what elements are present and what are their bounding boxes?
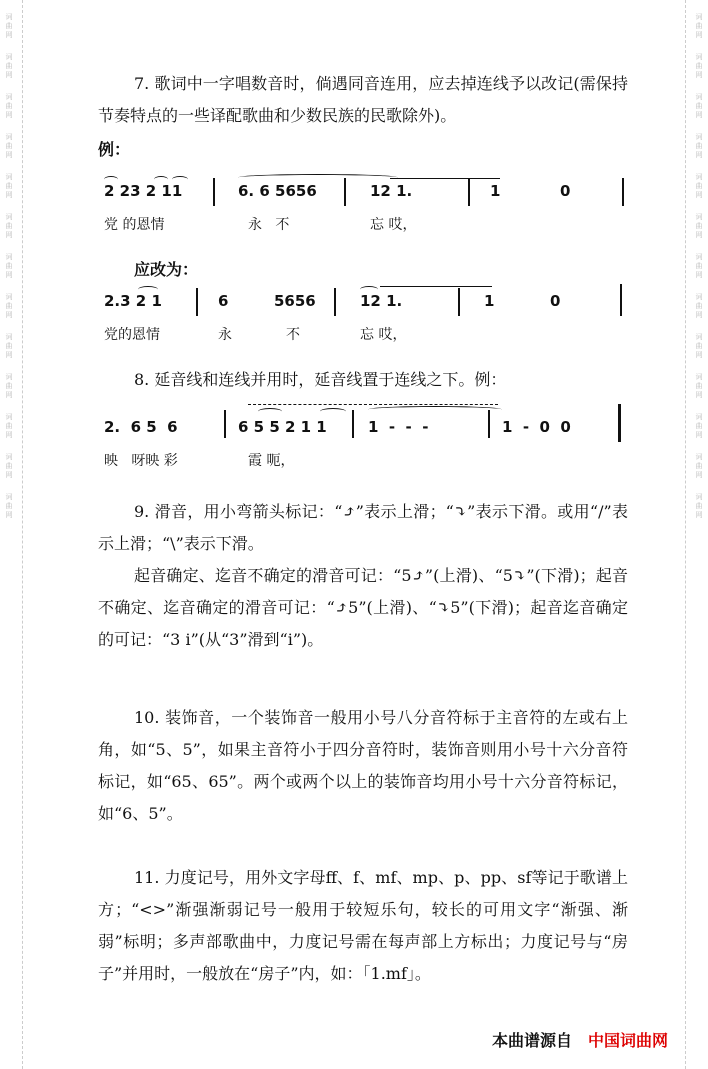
watermark-glyph: 网 [5,511,13,519]
watermark-glyphs [6,40,13,80]
watermark-glyph: 曲 [695,62,703,70]
watermark-glyph: 网 [695,71,703,79]
watermark-glyph: 曲 [695,342,703,350]
watermark-glyph: 曲 [5,222,13,230]
watermark-glyph: 曲 [5,462,13,470]
watermark-glyph: 网 [5,31,13,39]
barline [213,178,215,206]
watermark-glyph: 曲 [5,182,13,190]
music-example-1 [98,172,638,242]
slur [320,408,346,415]
slur [172,176,188,183]
watermark-glyph: 曲 [695,222,703,230]
slur [368,406,502,413]
ex3-notes-1: 2. 6 5 6 [104,418,178,436]
watermark-glyph: 网 [695,31,703,39]
footer-source: 本曲谱源自 [491,1031,572,1050]
end-barline [618,404,621,442]
watermark-glyph: 网 [5,431,13,439]
watermark-glyph: 词 [695,53,703,61]
watermark-glyph: 曲 [5,22,13,30]
watermark-glyph: 网 [5,311,13,319]
section-10-text: 10. 装饰音，一个装饰音一般用小号八分音符标于主音符的左或右上角，如“5、5”，如果主音符小于四分音符时，装饰音则用小号十六分音符标记，如“65、65”。两个或两个以上的装饰音均用小号十六分音符标记，如“6、5”。 [98,708,628,823]
ex3-lyrics-1: 映 呀映 彩 [104,453,178,469]
footer-brand[interactable]: 中国词曲网 [587,1031,668,1050]
watermark-glyph: 词 [695,253,703,261]
watermark-glyphs [696,480,703,520]
ex2-lyrics-1: 党的恩情 [104,327,160,343]
watermark-glyph: 词 [5,173,13,181]
watermark-glyphs [696,280,703,320]
watermark-glyph: 网 [5,191,13,199]
watermark-glyph: 网 [695,471,703,479]
ex2-notes-1: 2.3 2 1 [104,292,162,310]
watermark-glyph: 网 [5,151,13,159]
ex1-lyrics-1: 党 的恩情 [104,217,165,233]
watermark-glyph: 曲 [695,422,703,430]
barline [334,288,336,316]
music-example-2 [98,284,638,354]
slur [238,174,398,181]
barline [458,288,460,316]
watermark-glyph: 网 [695,311,703,319]
ex2-notes-3: 5656 [274,292,316,310]
watermark-glyphs [6,80,13,120]
watermark-glyph: 词 [5,253,13,261]
watermark-glyph: 曲 [5,302,13,310]
watermark-glyph: 曲 [695,262,703,270]
watermark-glyph: 网 [695,271,703,279]
watermark-glyphs [6,120,13,160]
watermark-glyph: 曲 [5,62,13,70]
ex2-notes-5: 1 [484,292,495,310]
right-watermark [692,0,706,1069]
watermark-glyphs [6,280,13,320]
watermark-glyphs [696,360,703,400]
watermark-glyphs [6,0,13,40]
ex1-lyrics-3: 忘 哎， [370,217,417,233]
watermark-glyph: 网 [695,191,703,199]
watermark-glyphs [696,320,703,360]
ex3-notes-3: 1 - - - [368,418,429,436]
right-margin-line [685,0,686,1069]
watermark-glyph: 曲 [695,382,703,390]
watermark-glyph: 曲 [695,182,703,190]
left-margin-line [22,0,23,1069]
watermark-glyph: 曲 [695,462,703,470]
watermark-glyphs [6,160,13,200]
section-9-text: 9. 滑音，用小弯箭头标记：“⤴”表示上滑；“⤵”表示下滑。或用“/”表示上滑；“\”表示下滑。 [98,502,628,553]
watermark-glyph: 词 [5,93,13,101]
watermark-glyph: 曲 [5,102,13,110]
ex2-notes-2: 6 [218,292,229,310]
end-barline [620,284,622,316]
section-11-text: 11. 力度记号，用外文字母ff、f、mf、mp、p、pp、sf等记于歌谱上方；“<>”渐强渐弱记号一般用于较短乐句，较长的可用文字“渐强、渐弱”标明；多声部歌曲中，力度记号需在每声部上方标出；力度记号与“房子”并用时，一般放在“房子”内，如：「1.mf」。 [98,868,628,983]
watermark-glyph: 网 [695,151,703,159]
watermark-glyph: 网 [5,231,13,239]
watermark-glyph: 词 [5,13,13,21]
music-example-3 [98,402,638,472]
ex2-notes-4: 12 1. [360,292,403,310]
watermark-glyph: 词 [5,453,13,461]
watermark-glyph: 曲 [5,142,13,150]
watermark-glyph: 网 [5,271,13,279]
watermark-glyph: 曲 [695,142,703,150]
watermark-glyph: 曲 [695,302,703,310]
end-barline [622,178,624,206]
watermark-glyphs [696,120,703,160]
watermark-glyph: 词 [5,413,13,421]
slur [104,176,118,183]
watermark-glyph: 网 [5,391,13,399]
ex1-notes-3: 12 1. [370,182,413,200]
watermark-glyph: 词 [5,373,13,381]
watermark-glyphs [6,200,13,240]
watermark-glyph: 曲 [5,262,13,270]
watermark-glyph: 词 [695,93,703,101]
watermark-glyph: 词 [5,133,13,141]
watermark-glyphs [696,40,703,80]
watermark-glyph: 词 [695,213,703,221]
watermark-glyph: 词 [695,173,703,181]
watermark-glyph: 网 [5,111,13,119]
watermark-glyphs [696,80,703,120]
watermark-glyph: 词 [5,493,13,501]
section-9-detail: 起音确定、迄音不确定的滑音可记：“5⤴”(上滑)、“5⤵”(下滑)；起音不确定、迄音确定的滑音可记：“⤴5”(上滑)、“⤵5”(下滑)；起音迄音确定的可记：“3 i”(从“3”滑到“i”)。 [98,566,628,649]
ex1-lyrics-2: 永 不 [248,217,290,233]
watermark-glyph: 词 [695,453,703,461]
ex3-lyrics-2: 霞 呃， [248,453,295,469]
ex2-lyrics-3: 不 [286,327,300,343]
barline [196,288,198,316]
watermark-glyph: 网 [5,351,13,359]
watermark-glyph: 曲 [695,22,703,30]
watermark-glyphs [696,240,703,280]
watermark-glyphs [696,400,703,440]
ex1-notes-4: 1 [490,182,501,200]
slur [138,286,158,293]
watermark-glyph: 曲 [5,502,13,510]
watermark-glyph: 网 [695,431,703,439]
watermark-glyph: 词 [695,293,703,301]
ex2-lyrics-4: 忘 哎， [360,327,407,343]
watermark-glyphs [6,480,13,520]
ex2-notes-6: 0 [550,292,561,310]
ex3-notes-2: 6 5 5 2 1 1 [238,418,327,436]
watermark-glyph: 词 [695,13,703,21]
watermark-glyph: 曲 [5,382,13,390]
slur [258,408,282,415]
example-label-1: 例： [98,140,131,159]
watermark-glyph: 词 [5,333,13,341]
watermark-glyph: 网 [5,71,13,79]
watermark-glyph: 网 [695,391,703,399]
ex3-notes-4: 1 - 0 0 [502,418,571,436]
barline [344,178,346,206]
watermark-glyph: 词 [695,333,703,341]
watermark-glyphs [696,0,703,40]
ex1-notes-5: 0 [560,182,571,200]
watermark-glyphs [696,440,703,480]
watermark-glyph: 词 [695,133,703,141]
should-change-label: 应改为： [134,260,199,279]
barline [488,410,490,438]
watermark-glyph: 词 [5,53,13,61]
watermark-glyphs [6,360,13,400]
slur [360,286,378,293]
watermark-glyph: 网 [695,231,703,239]
watermark-glyph: 词 [5,293,13,301]
barline [468,178,470,206]
watermark-glyphs [6,240,13,280]
footer [492,1028,668,1051]
watermark-glyph: 曲 [5,342,13,350]
ex2-lyrics-2: 永 [218,327,232,343]
tie [390,178,500,179]
section-7-text: 7. 歌词中一字唱数音时，倘遇同音连用，应去掉连线予以改记(需保持节奏特点的一些译配歌曲和少数民族的民歌除外)。 [98,74,628,125]
watermark-glyph: 词 [695,413,703,421]
watermark-glyph: 词 [695,373,703,381]
watermark-glyph: 网 [5,471,13,479]
ex1-notes-1: 2 23 2 11 [104,182,183,200]
watermark-glyph: 曲 [5,422,13,430]
watermark-glyphs [696,200,703,240]
ex1-notes-2: 6. 6 5656 [238,182,317,200]
barline [224,410,226,438]
watermark-glyph: 网 [695,351,703,359]
watermark-glyphs [696,160,703,200]
watermark-glyph: 网 [695,511,703,519]
tie [248,404,498,405]
barline [352,410,354,438]
watermark-glyph: 网 [695,111,703,119]
watermark-glyphs [6,320,13,360]
watermark-glyphs [6,440,13,480]
watermark-glyph: 词 [695,493,703,501]
watermark-glyphs [6,400,13,440]
watermark-glyph: 曲 [695,502,703,510]
watermark-glyph: 曲 [695,102,703,110]
section-8-text: 8. 延音线和连线并用时，延音线置于连线之下。例： [134,370,507,389]
watermark-glyph: 词 [5,213,13,221]
left-watermark [2,0,16,1069]
slur [154,176,168,183]
tie [380,286,492,287]
